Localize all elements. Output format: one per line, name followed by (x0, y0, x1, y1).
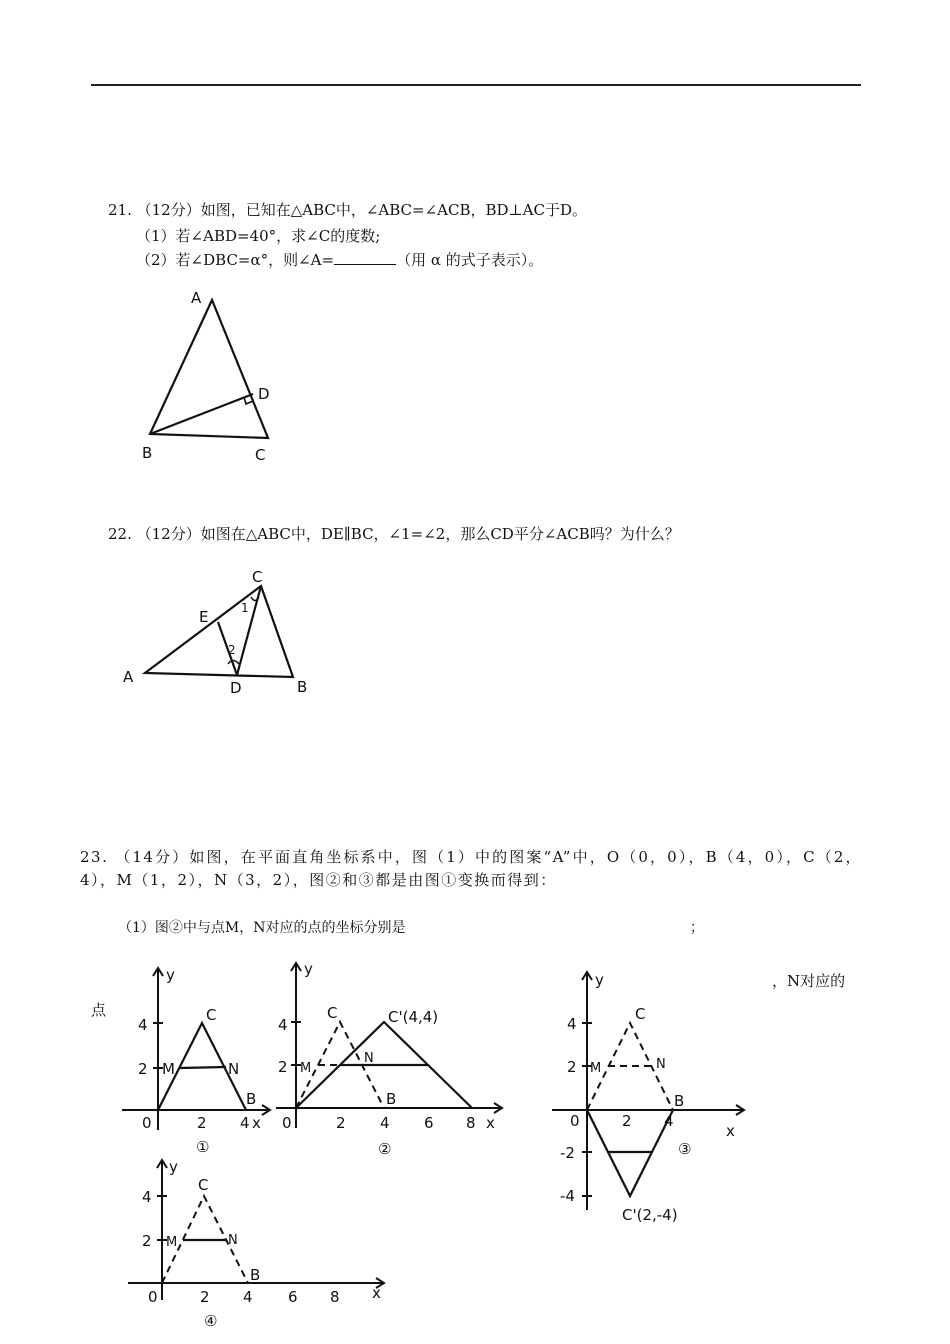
svg-text:4: 4 (664, 1112, 674, 1130)
q23-fragment-left: 点 (91, 1001, 107, 1019)
q23-sub1: （1）图②中与点M，N对应的点的坐标分别是 (118, 920, 406, 936)
graph-2 (276, 960, 502, 1158)
svg-text:-2: -2 (560, 1144, 575, 1162)
svg-text:B: B (386, 1090, 397, 1108)
svg-text:x: x (486, 1114, 495, 1132)
svg-text:C: C (327, 1004, 338, 1022)
label-b: B (142, 444, 153, 462)
svg-text:8: 8 (466, 1114, 476, 1132)
label-e: E (199, 608, 209, 626)
svg-text:M: M (162, 1060, 175, 1078)
svg-text:B: B (246, 1090, 257, 1108)
svg-text:y: y (169, 1158, 178, 1176)
svg-text:2: 2 (278, 1058, 288, 1076)
svg-text:③: ③ (678, 1140, 692, 1158)
svg-text:y: y (166, 966, 175, 984)
svg-text:C'(2,-4): C'(2,-4) (622, 1206, 678, 1224)
q23-paragraph: 23. （14分）如图，在平面直角坐标系中，图（1）中的图案“A”中，O（0，0），B（4，0），C（2，4），M（1，2），N（3，2），图②和③都是由图①变换而得到： (80, 848, 862, 889)
svg-text:y: y (304, 960, 313, 978)
svg-text:M: M (300, 1061, 312, 1076)
svg-text:④: ④ (204, 1312, 218, 1330)
svg-text:0: 0 (570, 1112, 580, 1130)
svg-text:4: 4 (138, 1016, 148, 1034)
svg-text:8: 8 (330, 1288, 340, 1306)
svg-text:N: N (228, 1233, 238, 1248)
q23-fragment-right: ，N对应的 (772, 972, 846, 990)
svg-text:4: 4 (243, 1288, 253, 1306)
svg-text:x: x (372, 1284, 381, 1302)
q21-part1: （1）若∠ABD=40°，求∠C的度数; (136, 227, 381, 245)
svg-text:x: x (726, 1122, 735, 1140)
svg-text:4: 4 (278, 1016, 288, 1034)
svg-text:2: 2 (200, 1288, 210, 1306)
svg-text:2: 2 (567, 1058, 577, 1076)
svg-text:-4: -4 (560, 1187, 575, 1205)
svg-text:N: N (656, 1057, 666, 1072)
svg-text:2: 2 (336, 1114, 346, 1132)
svg-text:4: 4 (142, 1188, 152, 1206)
svg-text:C: C (206, 1006, 217, 1024)
svg-text:2: 2 (622, 1112, 632, 1130)
svg-text:6: 6 (424, 1114, 434, 1132)
label-angle-1: 1 (241, 601, 249, 615)
svg-text:C: C (635, 1005, 646, 1023)
svg-text:y: y (595, 971, 604, 989)
svg-text:6: 6 (288, 1288, 298, 1306)
q22-title: 22. （12分）如图在△ABC中，DE∥BC，∠1=∠2，那么CD平分∠ACB吗？为什么？ (108, 525, 680, 543)
graph-3 (552, 971, 744, 1224)
svg-text:4: 4 (380, 1114, 390, 1132)
svg-text:B: B (250, 1266, 261, 1284)
q21-part2-pre: （2）若∠DBC=α°，则∠A= (136, 251, 335, 269)
svg-text:0: 0 (142, 1114, 152, 1132)
label-d: D (258, 385, 270, 403)
svg-text:0: 0 (148, 1288, 158, 1306)
svg-text:M: M (590, 1061, 602, 1076)
svg-text:B: B (674, 1092, 685, 1110)
graph-4 (128, 1158, 384, 1330)
label-d: D (230, 679, 242, 697)
label-b: B (297, 678, 308, 696)
svg-text:2: 2 (138, 1060, 148, 1078)
svg-text:x: x (252, 1114, 261, 1132)
svg-text:2: 2 (197, 1114, 207, 1132)
q21-title: 21. （12分）如图，已知在△ABC中，∠ABC=∠ACB，BD⊥AC于D。 (108, 201, 587, 219)
svg-text:②: ② (378, 1140, 392, 1158)
svg-text:①: ① (196, 1138, 210, 1156)
svg-text:2: 2 (142, 1232, 152, 1250)
q21-part2-post: （用 α 的式子表示）。 (396, 251, 544, 269)
svg-text:C: C (198, 1176, 209, 1194)
svg-text:N: N (364, 1051, 374, 1066)
label-angle-2: 2 (228, 643, 236, 657)
svg-text:0: 0 (282, 1114, 292, 1132)
svg-text:M: M (166, 1235, 178, 1250)
label-c: C (255, 446, 266, 464)
label-c: C (252, 568, 263, 586)
svg-text:4: 4 (567, 1015, 577, 1033)
label-a: A (191, 289, 202, 307)
label-a: A (123, 668, 134, 686)
svg-text:C'(4,4): C'(4,4) (388, 1008, 439, 1026)
svg-text:N: N (228, 1060, 240, 1078)
svg-text:4: 4 (240, 1114, 250, 1132)
q23-sub1-end: ； (690, 920, 704, 936)
graph-1 (122, 966, 270, 1156)
